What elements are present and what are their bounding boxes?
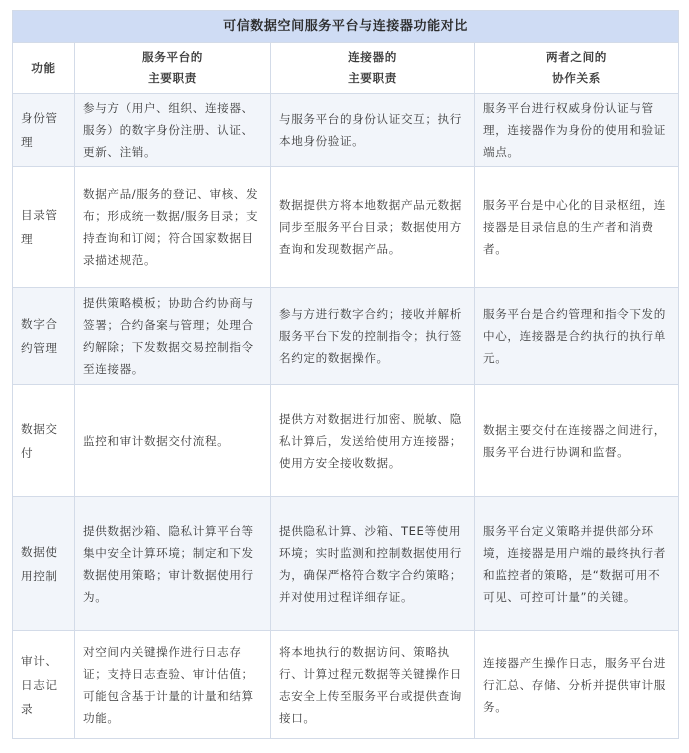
feature-cell: 目录管理: [13, 167, 75, 288]
relation-cell: 连接器产生操作日志，服务平台进行汇总、存储、分析并提供审计服务。: [475, 631, 679, 739]
relation-cell: 服务平台是中心化的目录枢纽，连接器是目录信息的生产者和消费者。: [475, 167, 679, 288]
connector-cell: 参与方进行数字合约；接收并解析服务平台下发的控制指令；执行签名约定的数据操作。: [271, 288, 475, 385]
connector-cell: 数据提供方将本地数据产品元数据同步至服务平台目录；数据使用方查询和发现数据产品。: [271, 167, 475, 288]
platform-cell: 监控和审计数据交付流程。: [75, 385, 271, 497]
platform-cell: 提供数据沙箱、隐私计算平台等集中安全计算环境；制定和下发数据使用策略；审计数据使用行为。: [75, 497, 271, 631]
header-connector: [271, 43, 475, 94]
header-feature-label: 功能: [31, 60, 56, 75]
connector-cell: 提供隐私计算、沙箱、TEE等使用环境；实时监测和控制数据使用行为，确保严格符合数字合约策略；并对使用过程详细存证。: [271, 497, 475, 631]
table-row: [13, 288, 679, 385]
header-relation: [475, 43, 679, 94]
connector-cell: 将本地执行的数据访问、策略执行、计算过程元数据等关键操作日志安全上传至服务平台或提供查询接口。: [271, 631, 475, 739]
relation-cell: 服务平台进行权威身份认证与管理，连接器作为身份的使用和验证端点。: [475, 94, 679, 167]
connector-cell: 提供方对数据进行加密、脱敏、隐私计算后，发送给使用方连接器；使用方安全接收数据。: [271, 385, 475, 497]
header-relation-line2: 协作关系: [552, 71, 601, 85]
feature-cell: 数据使用控制: [13, 497, 75, 631]
table-title: 可信数据空间服务平台与连接器功能对比: [13, 11, 679, 43]
comparison-table-container: [12, 10, 678, 739]
platform-cell: 参与方（用户、组织、连接器、服务）的数字身份注册、认证、更新、注销。: [75, 94, 271, 167]
header-connector-line1: 连接器的: [348, 50, 397, 64]
relation-cell: 服务平台是合约管理和指令下发的中心，连接器是合约执行的执行单元。: [475, 288, 679, 385]
table-row: [13, 167, 679, 288]
feature-cell: 数据交付: [13, 385, 75, 497]
table-row: [13, 385, 679, 497]
table-row: [13, 94, 679, 167]
table-row: [13, 631, 679, 739]
connector-cell: 与服务平台的身份认证交互；执行本地身份验证。: [271, 94, 475, 167]
feature-cell: 数字合约管理: [13, 288, 75, 385]
relation-cell: 服务平台定义策略并提供部分环境，连接器是用户端的最终执行者和监控者的策略，是“数据可用不可见、可控可计量”的关键。: [475, 497, 679, 631]
header-feature: [13, 43, 75, 94]
header-platform-line1: 服务平台的: [142, 50, 203, 64]
table-row: [13, 497, 679, 631]
platform-cell: 数据产品/服务的登记、审核、发布；形成统一数据/服务目录；支持查询和订阅；符合国家数据目录描述规范。: [75, 167, 271, 288]
header-platform: [75, 43, 271, 94]
comparison-table: [12, 10, 679, 739]
table-title-row: [13, 11, 679, 43]
feature-cell: 审计、日志记录: [13, 631, 75, 739]
platform-cell: 对空间内关键操作进行日志存证；支持日志查验、审计估值；可能包含基于计量的计量和结算功能。: [75, 631, 271, 739]
header-relation-line1: 两者之间的: [546, 50, 607, 64]
platform-cell: 提供策略模板；协助合约协商与签署；合约备案与管理；处理合约解除；下发数据交易控制指令至连接器。: [75, 288, 271, 385]
relation-cell: 数据主要交付在连接器之间进行，服务平台进行协调和监督。: [475, 385, 679, 497]
header-connector-line2: 主要职责: [348, 71, 397, 85]
feature-cell: 身份管理: [13, 94, 75, 167]
table-header-row: [13, 43, 679, 94]
header-platform-line2: 主要职责: [148, 71, 197, 85]
